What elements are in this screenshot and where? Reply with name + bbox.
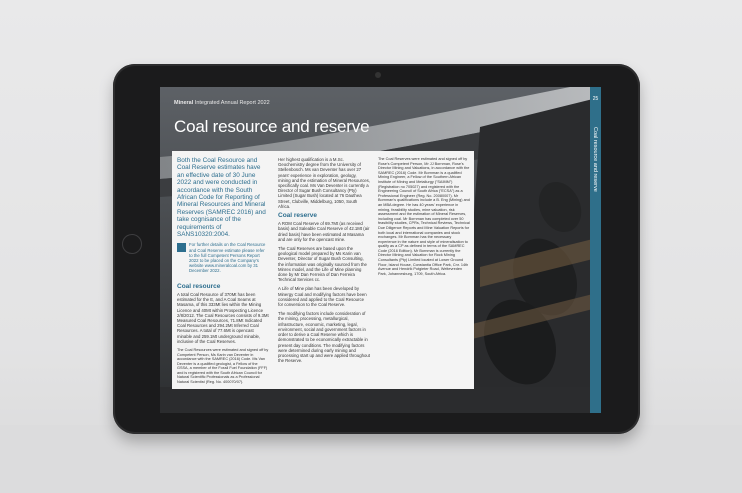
paragraph: The Coal Reserves are based upon the geological model prepared by Ms Karin van Deventer, Director of Sugar Bush Consulting, the information was originally sourced from the Minrex model, and the Life of Mine planning done by Mr Dan Ferreira of Dan Ferreira Technical Services cc. (278, 246, 367, 283)
column-2 (278, 157, 370, 367)
column-3 (378, 157, 470, 280)
paragraph: The Coal Resources were estimated and signed off by Competent Person, Ms Karin van Deventer in accordance with the SAMREC (2016) Code. Ms Van Deventer is a qualified geologist, a Fellow of the GSSA, a member of the Fossil Fuel Foundation (FFF) and is registered with the South African Council for Natural Scientific Professionals as a Professional Natural Scientist (Reg. No. 400070/07). (177, 347, 269, 385)
note-text: For further details on the Coal Resource and Coal Reserve estimate please refer to the full Competent Persons Report 2022 to be placed on the Company's website www.mineralcoal.com by 31 December 2022. (189, 242, 266, 274)
home-button[interactable] (122, 234, 142, 254)
content-panel (172, 151, 474, 389)
report-header (174, 100, 270, 106)
tablet-device (113, 64, 640, 434)
paragraph: A Life of Mine plan has been developed by Minergy Coal and modifying factors have been considered and applied to the Coal Resource for conversion to the Coal Reserve. (278, 286, 367, 308)
camera-icon (375, 72, 381, 78)
document-icon (177, 243, 186, 252)
info-note (177, 242, 269, 277)
paragraph: Her highest qualification is a M.Sc. Geochemistry degree from the University of Stellenbosch. Ms van Deventer has over 27 years' experience in exploration, geology, mining and the estimation of Mineral Resources, specifically coal. Ms Van Deventer is currently a Director of Sugar Bush Consultancy (Pty) Limited (Sugar Bush) located at 76 Dauthea Street, Clubville, Middelburg, 1050, South Africa. (278, 157, 370, 209)
coal-reserve-heading: Coal reserve (278, 212, 318, 220)
column-1 (177, 157, 269, 389)
paragraph: The modifying factors include consideration of the mining, processing, metallurgical, infrastructure, economic, marketing, legal, environment, social and government factors in order to derive a Coal Reserve which is demonstrated to be economically extractable in present day conditions. The modifying factors were determined during early mining and processing start up and were applied throughout the Reserve. (278, 311, 370, 364)
coal-resource-heading: Coal resource (177, 282, 221, 290)
background-surface (0, 425, 742, 493)
brand-name: Mineral (174, 100, 194, 106)
side-tab-label: Coal resource and reserve (592, 127, 598, 192)
paragraph: A ROM Coal Reserve of 69.7Mt (as received basis) and Saleable Coal Reserve of 42.1Mt (air dried basis) have been estimated at Masama and are only for the opencast mine. (278, 221, 370, 242)
page-title: Coal resource and reserve (174, 117, 370, 136)
page-number: 25 (592, 96, 599, 102)
paragraph: A total Coal Resource of 370Mt has been estimated for the E, and A Coal Seams at Masama, of this 333Mt lies within the Mining Licence and 40Mt within Prospecting Licence 2/8/2012. The Coal Resources consists of 9.3Mt Measured Coal Resources, 71.8Mt Indicated Coal Resources and 294.2Mt Inferred Coal Resources. A total of 77.6Mt is opencast minable and 259.1Mt underground minable, inclusive of the Coal Reserves. (177, 291, 269, 344)
intro-text: Both the Coal Resource and Coal Reserve estimates have an effective date of 30 June 2022 and were conducted in accordance with the South African Code for Reporting of Mineral Resources and Mineral Reserves (SAMREC 2016) and take cognisance of the requirements of SANS10320:2004. (177, 157, 266, 239)
paragraph: The Coal Reserves were estimated and signed off by Rose's Competent Person, Mr JJ Bornman, Rose's Director Mining and Valuations, in accordance with the SAMREC (2016) Code. Mr Bornman is a qualified Mining Engineer, a Fellow of the Southern African Institute of Mining and Metallurgy ("SAIMM") (Registration no 705027) and registered with the Engineering Council of South Africa ("ECSA") as a Professional Engineer (Reg. No. 20080007). Mr Bornman's qualifications include a B. Eng (Mining) and an MBA degree. He has 40 years' experience in mining, feasibility studies, mine valuation, risk assessment and the estimation of Mineral Reserves, including coal. Mr Bornman has completed over 50 feasibility studies, CPRs, Technical Reviews, Technical Due Diligence Reports and Mine Valuation Reports for both local and international companies and stock exchanges. Mr Bornman has the necessary experience in the nature and style of mineralisation to qualify as a CP as defined in terms of the SAMREC Code (2016 Edition). Mr Bornman is currently the Director Mining and Valuation for Rock Mining Consultants (Pty) Limited located at Lower Ground Floor, Island House, Constantia Office Park, Cnr. 14th Avenue and Hendrik Potgieter Road, Weltevreden Park, Johannesburg, 1709, South Africa. (378, 157, 470, 276)
report-subtitle: Integrated Annual Report 2022 (193, 100, 270, 106)
section-side-tab[interactable] (590, 87, 601, 413)
tablet-screen (160, 87, 601, 413)
